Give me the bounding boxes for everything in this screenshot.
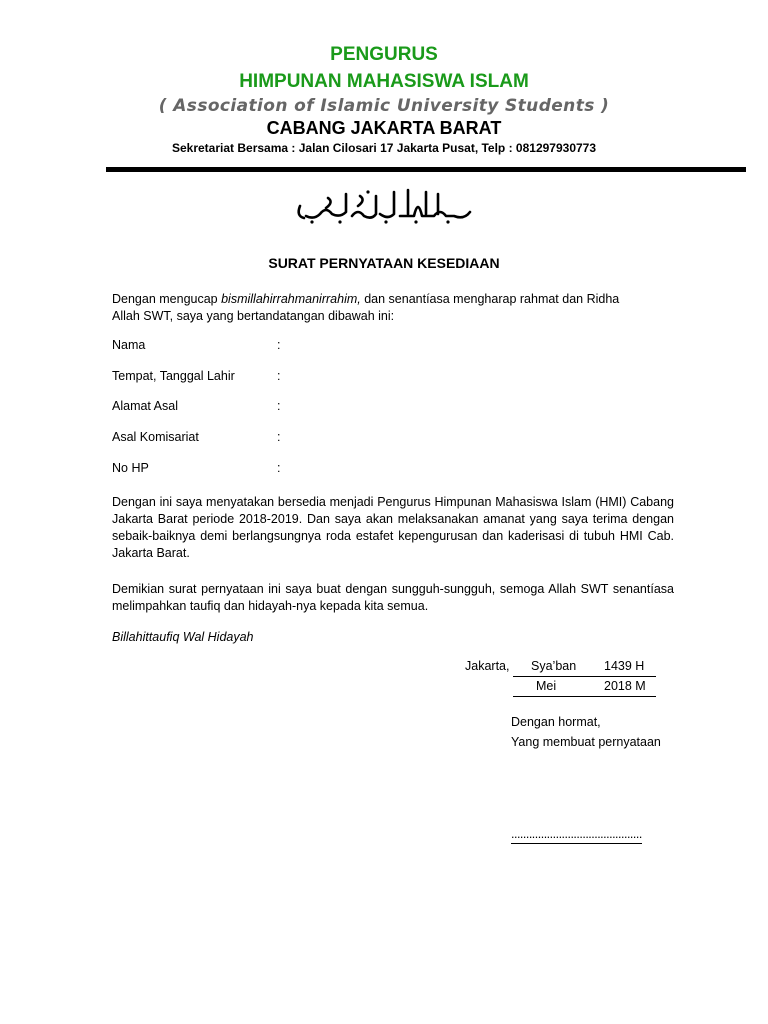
document-title: SURAT PERNYATAAN KESEDIAAN bbox=[268, 255, 500, 271]
closing-salutation: Billahittaufiq Wal Hidayah bbox=[112, 630, 254, 644]
header-english-name: ( Association of Islamic University Students ) bbox=[158, 96, 610, 116]
regards: Dengan hormat, bbox=[511, 715, 601, 729]
field-nama-label: Nama bbox=[112, 338, 146, 352]
opening-line-2: Allah SWT, saya yang bertandatangan dibawah ini: bbox=[112, 309, 395, 323]
greg-year: 2018 M bbox=[604, 679, 646, 693]
hijri-date-line bbox=[513, 658, 656, 677]
field-ttl-colon: : bbox=[277, 369, 281, 383]
header-divider bbox=[106, 167, 746, 172]
field-nohp-label: No HP bbox=[112, 461, 149, 475]
field-komisariat-colon: : bbox=[277, 430, 281, 444]
field-alamat-label: Alamat Asal bbox=[112, 399, 179, 413]
field-nama-colon: : bbox=[277, 338, 281, 352]
hijri-year: 1439 H bbox=[604, 659, 645, 673]
greg-month: Mei bbox=[536, 679, 557, 693]
field-ttl-label: Tempat, Tanggal Lahir bbox=[112, 369, 235, 383]
bismillah-calligraphy-icon bbox=[288, 186, 478, 231]
closing-paragraph: Demikian surat pernyataan ini saya buat dengan sungguh-sungguh, semoga Allah SWT senantíasa melimpahkan taufiq dan hidayah-nya kepada kita semua. bbox=[112, 582, 674, 613]
opening-prefix: Dengan mengucap bbox=[112, 292, 222, 306]
signer-caption: Yang membuat pernyataan bbox=[511, 735, 661, 749]
date-city: Jakarta, bbox=[465, 659, 510, 673]
opening-line-1 bbox=[112, 291, 672, 308]
gregorian-date-line bbox=[513, 678, 656, 697]
opening-suffix: dan senantíasa mengharap rahmat dan Ridha bbox=[360, 292, 620, 306]
opening-italic: bismillahirrahmanirrahim, bbox=[221, 292, 361, 306]
hijri-month: Sya’ban bbox=[531, 659, 577, 673]
field-komisariat-label: Asal Komisariat bbox=[112, 430, 199, 444]
header-address: Sekretariat Bersama : Jalan Cilosari 17 Jakarta Pusat, Telp : 081297930773 bbox=[171, 141, 597, 155]
field-nohp-colon: : bbox=[277, 461, 281, 475]
header-pengurus: PENGURUS bbox=[330, 44, 438, 65]
field-alamat-colon: : bbox=[277, 399, 281, 413]
signature-line: ............................................ bbox=[511, 826, 642, 844]
header-branch: CABANG JAKARTA BARAT bbox=[266, 118, 502, 138]
statement-paragraph: Dengan ini saya menyatakan bersedia menjadi Pengurus Himpunan Mahasiswa Islam (HMI) Cabang Jakarta Barat periode 2018-2019. Dan saya akan melaksanakan amanat yang saya terima dengan sebaik-baiknya demi berlangsungnya roda estafet kepengurusan dan kaderisasi di tubuh HMI Cab. Jakarta Barat. bbox=[112, 495, 674, 560]
header-organization: HIMPUNAN MAHASISWA ISLAM bbox=[239, 71, 529, 92]
